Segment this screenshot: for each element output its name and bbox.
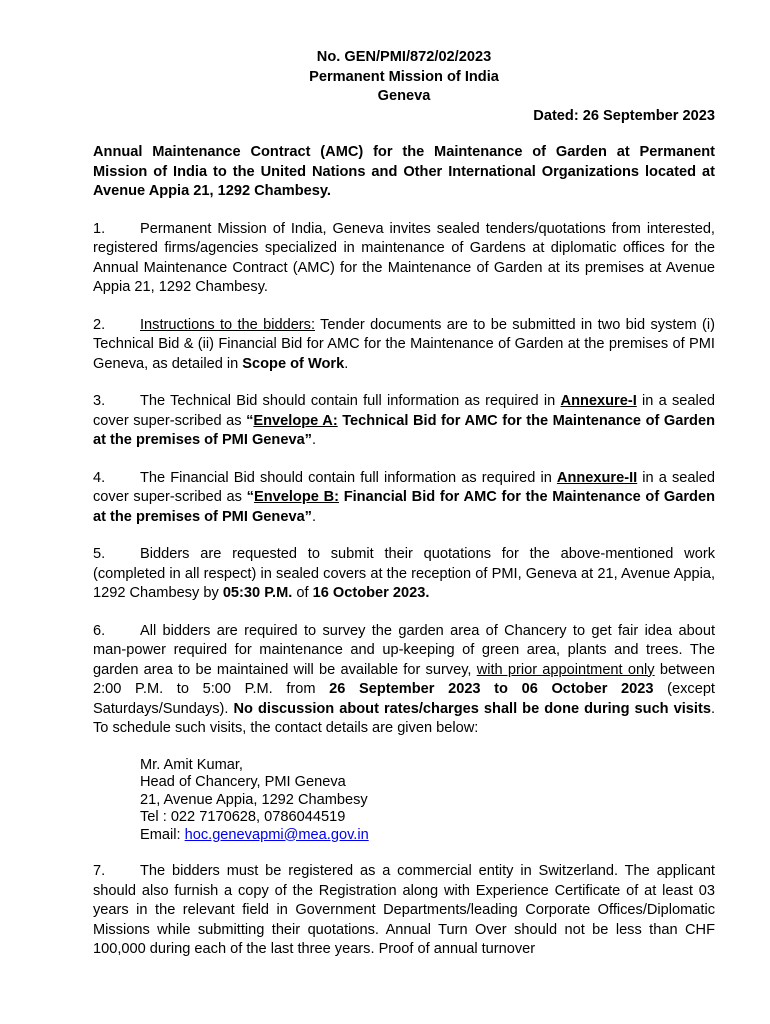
email-label: Email: <box>140 826 185 843</box>
paragraph-number: 6. <box>93 622 106 639</box>
paragraph-number: 1. <box>93 220 106 237</box>
paragraph-number: 4. <box>93 469 106 486</box>
subject-heading: Annual Maintenance Contract (AMC) for the Maintenance of Garden at Permanent Mission of India to the United Nations and Other International Organizations located at Avenue Appia 21, 1292 Chambesy. <box>93 144 715 199</box>
deadline-time: 05:30 P.M. <box>222 585 293 601</box>
paragraph-text: The bidders must be registered as a commercial entity in Switzerland. The applicant should also furnish a copy of the Registration along with Experience Certificate of at least 03 years in the relevant field in Government Departments/leading Corporate Offices/Diplomatic Missions while submitting their quotations. Annual Turn Over should not be less than CHF 100,000 during each of the last three years. Proof of annual turnover <box>93 863 715 957</box>
mission-name: Permanent Mission of India <box>309 68 499 85</box>
envelope-a-title: Technical Bid for AMC for the Maintenance of Garden at the premises of PMI Geneva” <box>93 412 715 448</box>
paragraph-1 <box>93 220 715 298</box>
appointment-note: with prior appointment only <box>476 661 655 678</box>
contact-title: Head of Chancery, PMI Geneva <box>140 774 346 790</box>
paragraph-number: 7. <box>93 863 106 879</box>
envelope-b: Envelope B: <box>253 489 339 505</box>
paragraph-6 <box>93 622 715 739</box>
annexure-2: Annexure-II <box>556 469 638 486</box>
paragraph-text: Bidders are requested to submit their quotations for the above-mentioned work (completed in all respect) in sealed covers at the reception of PMI, Geneva at 21, Avenue Appia, 1292 Chambesy by <box>93 546 715 601</box>
email-link[interactable]: hoc.genevapmi@mea.gov.in <box>184 826 369 843</box>
paragraph-7 <box>93 862 715 960</box>
paragraph-text: between 2:00 P.M. to 5:00 P.M. from <box>93 661 716 697</box>
paragraph-text: All bidders are required to survey the garden area of Chancery to get fair idea about man-power required for maintenance and up-keeping of green area, plants and trees. The garden area to be maintained will be available for survey, <box>93 622 715 678</box>
paragraph-text: in a sealed cover super-scribed as <box>93 469 715 505</box>
paragraph-text: The Financial Bid should contain full information as required in <box>140 469 557 486</box>
paragraph-text: . To schedule such visits, the contact details are given below: <box>93 700 715 736</box>
paragraph-3 <box>93 392 715 451</box>
envelope-a: Envelope A: <box>253 412 338 429</box>
no-discussion-note: No discussion about rates/charges shall be done during such visits <box>233 700 711 717</box>
deadline-date: 16 October 2023. <box>312 585 430 601</box>
contact-block <box>140 757 715 845</box>
paragraph-2 <box>93 316 715 375</box>
paragraph-text: (except Saturdays/Sundays). <box>93 681 715 717</box>
paragraph-number: 5. <box>93 546 106 562</box>
paragraph-text: Tender documents are to be submitted in two bid system (i) Technical Bid & (ii) Financial Bid for AMC for the Maintenance of Garden at the premises of PMI Geneva, as detailed in <box>93 316 715 372</box>
instructions-label: Instructions to the bidders: <box>140 316 316 333</box>
contact-phone: Tel : 022 7170628, 0786044519 <box>140 809 346 825</box>
paragraph-text: in a sealed cover super-scribed as <box>93 393 715 429</box>
paragraph-4 <box>93 469 715 528</box>
document-page <box>93 48 715 960</box>
contact-name: Mr. Amit Kumar, <box>140 756 243 773</box>
date-line: Dated: 26 September 2023 <box>533 107 715 124</box>
contact-email-line <box>140 827 715 845</box>
punctuation: . <box>311 508 317 525</box>
letter-header <box>93 48 715 107</box>
paragraph-5 <box>93 545 715 604</box>
city-name: Geneva <box>377 88 431 104</box>
punctuation: . <box>344 355 349 372</box>
paragraph-number: 2. <box>93 316 106 333</box>
paragraph-text: Permanent Mission of India, Geneva invites sealed tenders/quotations from interested, registered firms/agencies specialized in maintenance of Gardens at diplomatic offices for the Annual Maintenance Contract (AMC) for the Maintenance of Garden at its premises at Avenue Appia 21, 1292 Chambesy. <box>93 220 715 295</box>
quote-mark: “ <box>246 412 254 429</box>
quote-mark: “ <box>246 489 254 505</box>
punctuation: . <box>311 432 317 448</box>
paragraph-text: The Technical Bid should contain full information as required in <box>140 393 561 409</box>
annexure-1: Annexure-I <box>560 393 637 409</box>
paragraph-number: 3. <box>93 393 106 409</box>
survey-dates: 26 September 2023 to 06 October 2023 <box>329 681 654 697</box>
envelope-b-title: Financial Bid for AMC for the Maintenance of Garden at the premises of PMI Geneva” <box>93 489 715 525</box>
scope-of-work: Scope of Work <box>242 355 345 372</box>
reference-number: No. GEN/PMI/872/02/2023 <box>316 49 492 65</box>
contact-address: 21, Avenue Appia, 1292 Chambesy <box>140 791 368 808</box>
paragraph-text: of <box>292 585 313 601</box>
